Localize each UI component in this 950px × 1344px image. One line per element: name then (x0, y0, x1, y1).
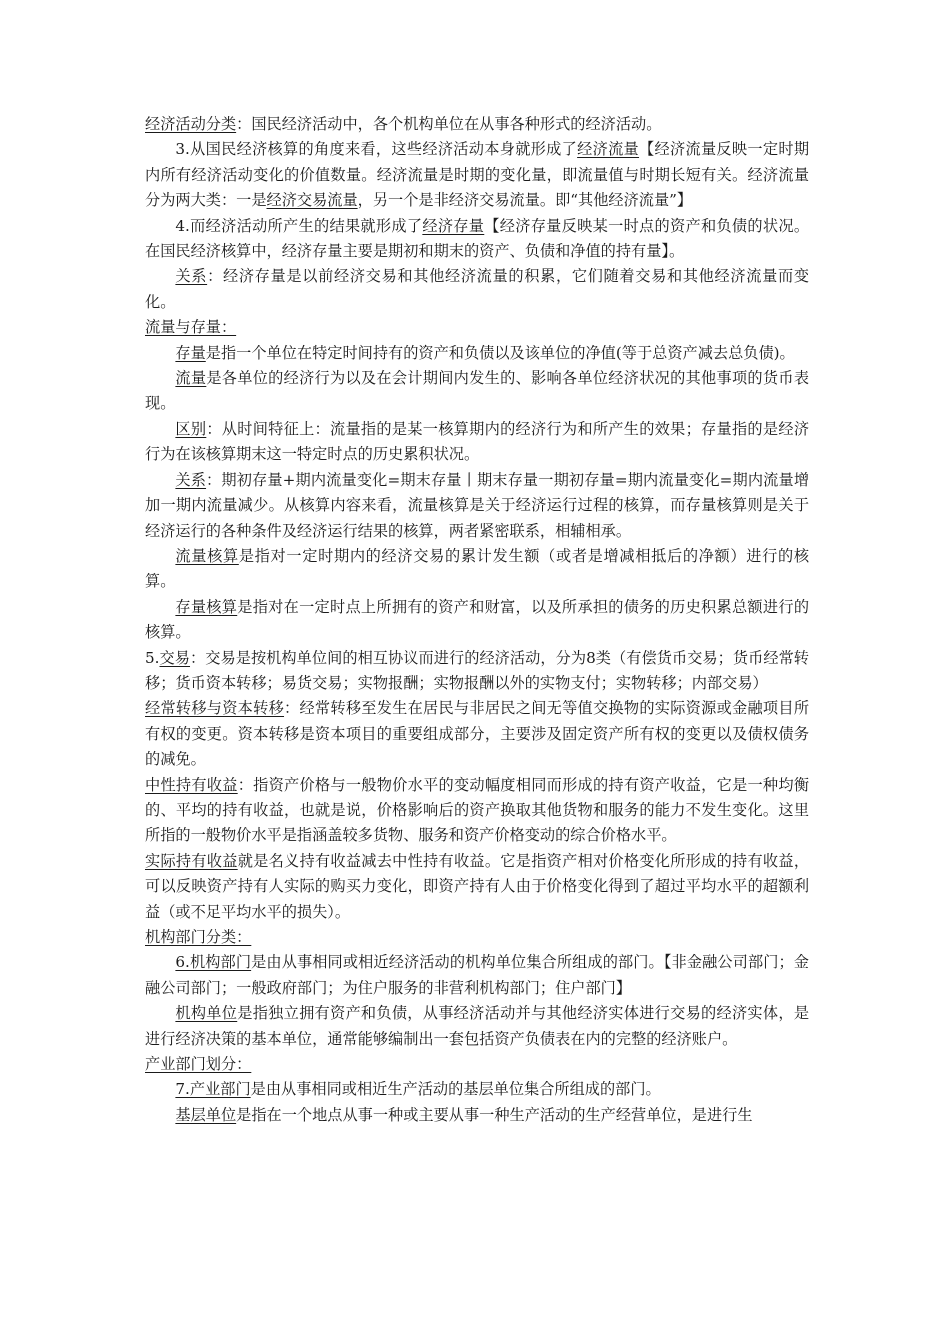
underlined-term: 流量核算 (175, 546, 239, 565)
paragraph-p15 (145, 849, 809, 925)
paragraph-text: 【经济存量反映某一时点的资产和负债的状况。在国民经济核算中，经济存量主要是期初和期末的资产、负债和净值的持有量】。 (145, 216, 810, 261)
underlined-term: 交易 (159, 648, 191, 667)
paragraph-p16 (145, 925, 809, 950)
paragraph-text: ：国民经济活动中，各个机构单位在从事各种形式的经济活动。 (236, 115, 662, 133)
document-body (145, 112, 809, 1128)
paragraph-p5 (145, 315, 809, 340)
underlined-term: 经济流量 (577, 140, 640, 159)
underlined-term: 经济交易流量 (266, 191, 358, 210)
paragraph-text: 是指对在一定时点上所拥有的资产和财富，以及所承担的债务的历史积累总额进行的核算。 (145, 597, 810, 642)
paragraph-text: ：从时间特征上：流量指的是某一核算期内的经济行为和所产生的效果；存量指的是经济行为在该核算期末这一特定时点的历史累积状况。 (145, 419, 810, 464)
underlined-term: 关系 (175, 470, 207, 489)
paragraph-p9 (145, 468, 809, 544)
paragraph-text: 4.而经济活动所产生的结果就形成了 (175, 216, 423, 235)
paragraph-p3 (145, 214, 809, 265)
paragraph-p20 (145, 1077, 809, 1102)
paragraph-text: ：指资产价格与一般物价水平的变动幅度相同而形成的持有资产收益，它是一种均衡的、平均的持有收益，也就是说，价格影响后的资产换取其他货物和服务的能力不发生变化。这里所指的一般物价水平是指涵盖较多货物、服务和资产价格变动的综合价格水平。 (145, 775, 810, 845)
underlined-term: 6.机构部门 (175, 953, 252, 972)
paragraph-text: 是指一个单位在特定时间持有的资产和负债以及该单位的净值(等于总资产减去总负债)。 (205, 343, 795, 362)
underlined-term: 基层单位 (175, 1105, 237, 1124)
paragraph-text: 是指在一个地点从事一种或主要从事一种生产活动的生产经营单位，是进行生 (236, 1105, 753, 1124)
underlined-term: 机构单位 (175, 1004, 238, 1023)
underlined-term: 流量 (175, 369, 207, 388)
paragraph-text: ：期初存量+期内流量变化=期末存量丨期末存量一期初存量=期内流量变化=期内流量增加一期内流量减少。从核算内容来看，流量核算是关于经济运行过程的核算，而存量核算则是关于经济运行的各种条件及经济运行结果的核算，两者紧密联系，相辅相承。 (145, 470, 810, 540)
paragraph-p12 (145, 646, 809, 697)
underlined-term: 机构部门分类： (145, 928, 252, 946)
paragraph-text: 是由从事相同或相近生产活动的基层单位集合所组成的部门。 (250, 1080, 661, 1099)
underlined-term: 7.产业部门 (175, 1080, 251, 1099)
underlined-term: 经常转移与资本转移 (145, 699, 285, 718)
underlined-term: 区别 (175, 419, 207, 438)
paragraph-text: ：经常转移至发生在居民与非居民之间无等值交换物的实际资源或金融项目所有权的变更。资本转移是资本项目的重要组成部分，主要涉及固定资产所有权的变更以及债权债务的减免。 (145, 699, 810, 769)
paragraph-p2 (145, 137, 809, 213)
paragraph-p10 (145, 544, 809, 595)
underlined-term: 关系 (175, 267, 208, 286)
paragraph-text: 是指对一定时期内的经济交易的累计发生额（或者是增减相抵后的净额）进行的核算。 (145, 546, 810, 591)
paragraph-p19 (145, 1052, 809, 1077)
underlined-term: 经济活动分类 (145, 115, 237, 133)
paragraph-p8 (145, 417, 809, 468)
underlined-term: 中性持有收益 (145, 775, 238, 794)
underlined-term: 经济存量 (422, 216, 485, 235)
underlined-term: 流量与存量： (145, 318, 237, 337)
paragraph-p17 (145, 950, 809, 1001)
paragraph-text: 是指独立拥有资产和负债，从事经济活动并与其他经济实体进行交易的经济实体，是进行经济决策的基本单位，通常能够编制出一套包括资产负债表在内的完整的经济账户。 (145, 1004, 810, 1048)
paragraph-text: 就是名义持有收益减去中性持有收益。它是指资产相对价格变化所形成的持有收益，可以反映资产持有人实际的购买力变化，即资产持有人由于价格变化得到了超过平均水平的超额利益（或不足平均水平的损失）。 (145, 851, 810, 921)
paragraph-text: ，另一个是非经济交易流量。即“其他经济流量”】 (357, 191, 693, 210)
paragraph-text: 3.从国民经济核算的角度来看，这些经济活动本身就形成了 (175, 140, 578, 159)
underlined-term: 实际持有收益 (145, 851, 238, 870)
paragraph-p1 (145, 112, 809, 137)
underlined-term: 存量 (175, 343, 206, 362)
paragraph-p6 (145, 341, 809, 366)
paragraph-p7 (145, 366, 809, 417)
paragraph-text: 5. (145, 648, 160, 667)
paragraph-text: ：经济存量是以前经济交易和其他经济流量的积累，它们随着交易和其他经济流量而变化。 (145, 267, 810, 311)
paragraph-p18 (145, 1001, 809, 1052)
paragraph-text: 是由从事相同或相近经济活动的机构单位集合所组成的部门。【非金融公司部门；金融公司部门；一般政府部门；为住户服务的非营利机构部门；住户部门】 (145, 953, 809, 997)
paragraph-p11 (145, 595, 809, 646)
paragraph-p13 (145, 696, 809, 772)
paragraph-p21 (145, 1103, 809, 1128)
paragraph-text: 是各单位的经济行为以及在会计期间内发生的、影响各单位经济状况的其他事项的货币表现。 (145, 369, 810, 413)
paragraph-p14 (145, 773, 809, 849)
underlined-term: 产业部门划分： (145, 1055, 252, 1074)
paragraph-text: ：交易是按机构单位间的相互协议而进行的经济活动，分为8类（有偿货币交易；货币经常转移；货币资本转移；易货交易；实物报酬；实物报酬以外的实物支付；实物转移；内部交易） (145, 648, 809, 692)
paragraph-text: 【经济流量反映一定时期内所有经济活动变化的价值数量。经济流量是时期的变化量，即流量值与时期长短有关。经济流量分为两大类：一是 (145, 140, 810, 210)
paragraph-p4 (145, 264, 809, 315)
underlined-term: 存量核算 (175, 597, 238, 616)
